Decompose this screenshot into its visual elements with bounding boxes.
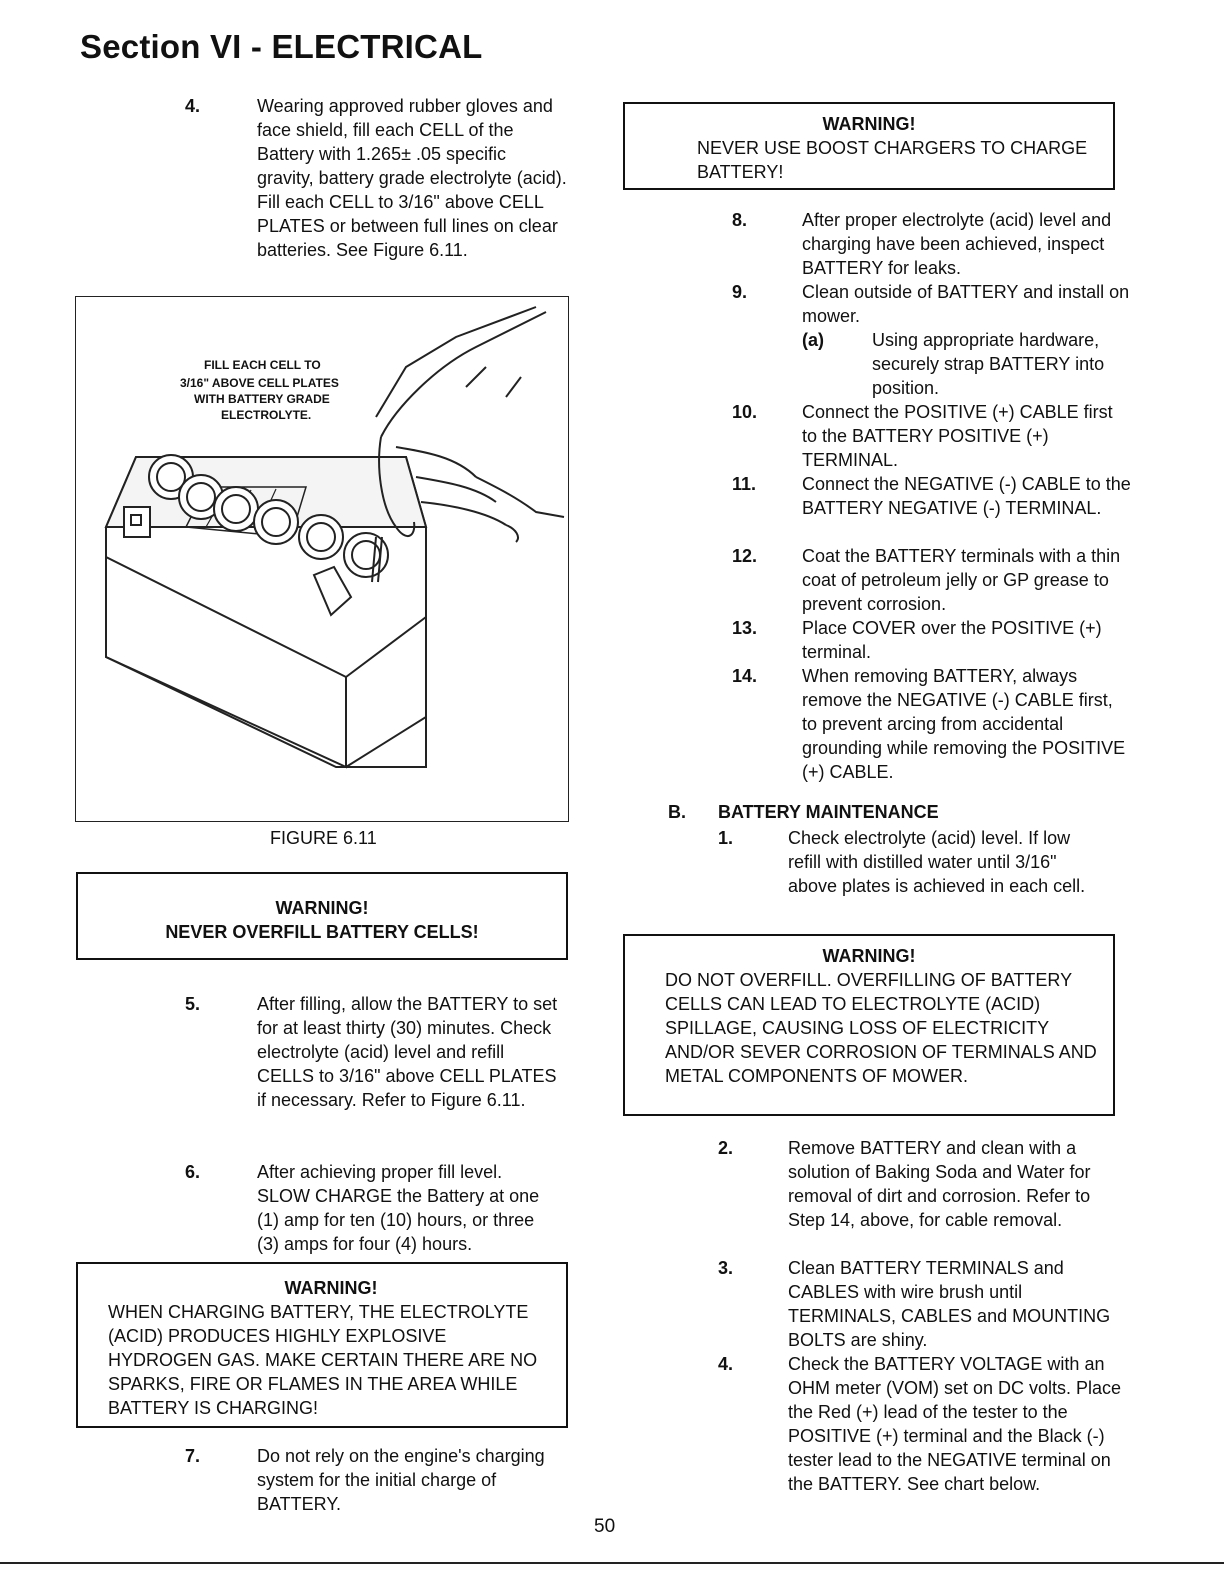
warning-text: NEVER OVERFILL BATTERY CELLS! (165, 922, 479, 942)
step-text: Using appropriate hardware, securely strap BATTERY into position. (872, 330, 1105, 398)
step-text: Clean BATTERY TERMINALS and CABLES with wire brush until TERMINALS, CABLES and MOUNTING BOLTS are shiny. (788, 1258, 1111, 1350)
step-text: Place COVER over the POSITIVE (+) terminal. (802, 618, 1102, 662)
warning-box-boost-chargers (623, 102, 1115, 190)
warning-box-overfill-cells (623, 934, 1115, 1116)
step-number: 14. (732, 666, 758, 686)
figure-label-line-2: 3/16" ABOVE CELL PLATES (180, 376, 339, 390)
step-number: 11. (732, 474, 757, 494)
figure-label-line-3: WITH BATTERY GRADE (194, 392, 330, 406)
step-text: After achieving proper fill level. SLOW CHARGE the Battery at one (1) amp for ten (10) hours, or three (3) amps for four (4) hours. (257, 1162, 540, 1254)
section-title: Section VI - ELECTRICAL (80, 28, 483, 65)
warning-box-overfill (76, 872, 568, 960)
figure-6-11 (75, 296, 569, 822)
warning-text: WHEN CHARGING BATTERY, THE ELECTROLYTE (ACID) PRODUCES HIGHLY EXPLOSIVE HYDROGEN GAS. MAKE CERTAIN THERE ARE NO SPARKS, FIRE OR FLAMES IN THE AREA WHILE BATTERY IS CHARGING! (108, 1302, 538, 1418)
step-number: 8. (732, 210, 748, 230)
step-text: Do not rely on the engine's charging system for the initial charge of BATTERY. (257, 1446, 545, 1514)
page-number: 50 (594, 1516, 616, 1537)
step-number: 4. (185, 96, 201, 116)
step-number: 10. (732, 402, 758, 422)
bottom-rule (0, 1562, 1224, 1564)
step-text: Check the BATTERY VOLTAGE with an OHM meter (VOM) set on DC volts. Place the Red (+) lead of the tester to the POSITIVE (+) terminal and the Black (-) tester lead to the NEGATIVE terminal on the BATTERY. See chart below. (788, 1354, 1122, 1494)
step-number: (a) (802, 330, 824, 350)
step-number: 2. (718, 1138, 734, 1158)
step-text: After proper electrolyte (acid) level and charging have been achieved, inspect BATTERY for leaks. (802, 210, 1112, 278)
warning-title: WARNING! (822, 114, 916, 134)
step-number: 13. (732, 618, 758, 638)
warning-text: NEVER USE BOOST CHARGERS TO CHARGE BATTERY! (697, 138, 1088, 182)
step-text: Coat the BATTERY terminals with a thin coat of petroleum jelly or GP grease to prevent corrosion. (802, 546, 1121, 614)
step-text: Check electrolyte (acid) level. If low refill with distilled water until 3/16" above plates is achieved in each cell. (788, 828, 1086, 896)
step-text: Connect the NEGATIVE (-) CABLE to the BATTERY NEGATIVE (-) TERMINAL. (802, 474, 1131, 518)
figure-label-line-4: ELECTROLYTE. (221, 408, 312, 422)
step-text: After filling, allow the BATTERY to set for at least thirty (30) minutes. Check electrolyte (acid) level and refill CELLS to 3/16" above CELL PLATES if necessary. Refer to Figure 6.11. (257, 994, 558, 1110)
warning-box-hydrogen (76, 1262, 568, 1428)
figure-caption: FIGURE 6.11 (270, 828, 377, 848)
step-number: 5. (185, 994, 201, 1014)
step-number: 4. (718, 1354, 734, 1374)
step-number: 7. (185, 1446, 201, 1466)
section-b-heading: BATTERY MAINTENANCE (718, 802, 939, 822)
step-number: 6. (185, 1162, 201, 1182)
step-number: 12. (732, 546, 758, 566)
warning-title: WARNING! (822, 946, 916, 966)
step-text: Connect the POSITIVE (+) CABLE first to the BATTERY POSITIVE (+) TERMINAL. (802, 402, 1113, 470)
battery-illustration (76, 297, 566, 819)
step-text: When removing BATTERY, always remove the NEGATIVE (-) CABLE first, to prevent arcing from accidental grounding while removing the POSITIVE (+) CABLE. (802, 666, 1126, 782)
step-number: 1. (718, 828, 734, 848)
warning-title: WARNING! (284, 1278, 378, 1298)
step-text: Remove BATTERY and clean with a solution of Baking Soda and Water for removal of dirt and corrosion. Refer to Step 14, above, for cable removal. (788, 1138, 1091, 1230)
step-number: 3. (718, 1258, 734, 1278)
step-number: 9. (732, 282, 748, 302)
step-text: Clean outside of BATTERY and install on mower. (802, 282, 1130, 326)
step-text: Wearing approved rubber gloves and face shield, fill each CELL of the Battery with 1.265± .05 specific gravity, battery grade electrolyte (acid). Fill each CELL to 3/16" above CELL PLATES or between full lines on clear batteries. See Figure 6.11. (257, 96, 567, 260)
section-b-letter: B. (668, 802, 686, 822)
figure-label-line-1: FILL EACH CELL TO (204, 358, 321, 372)
warning-title: WARNING! (275, 898, 369, 918)
warning-text: DO NOT OVERFILL. OVERFILLING OF BATTERY CELLS CAN LEAD TO ELECTROLYTE (ACID) SPILLAGE, CAUSING LOSS OF ELECTRICITY AND/OR SEVER CORROSION OF TERMINALS AND METAL COMPONENTS OF MOWER. (665, 970, 1097, 1086)
